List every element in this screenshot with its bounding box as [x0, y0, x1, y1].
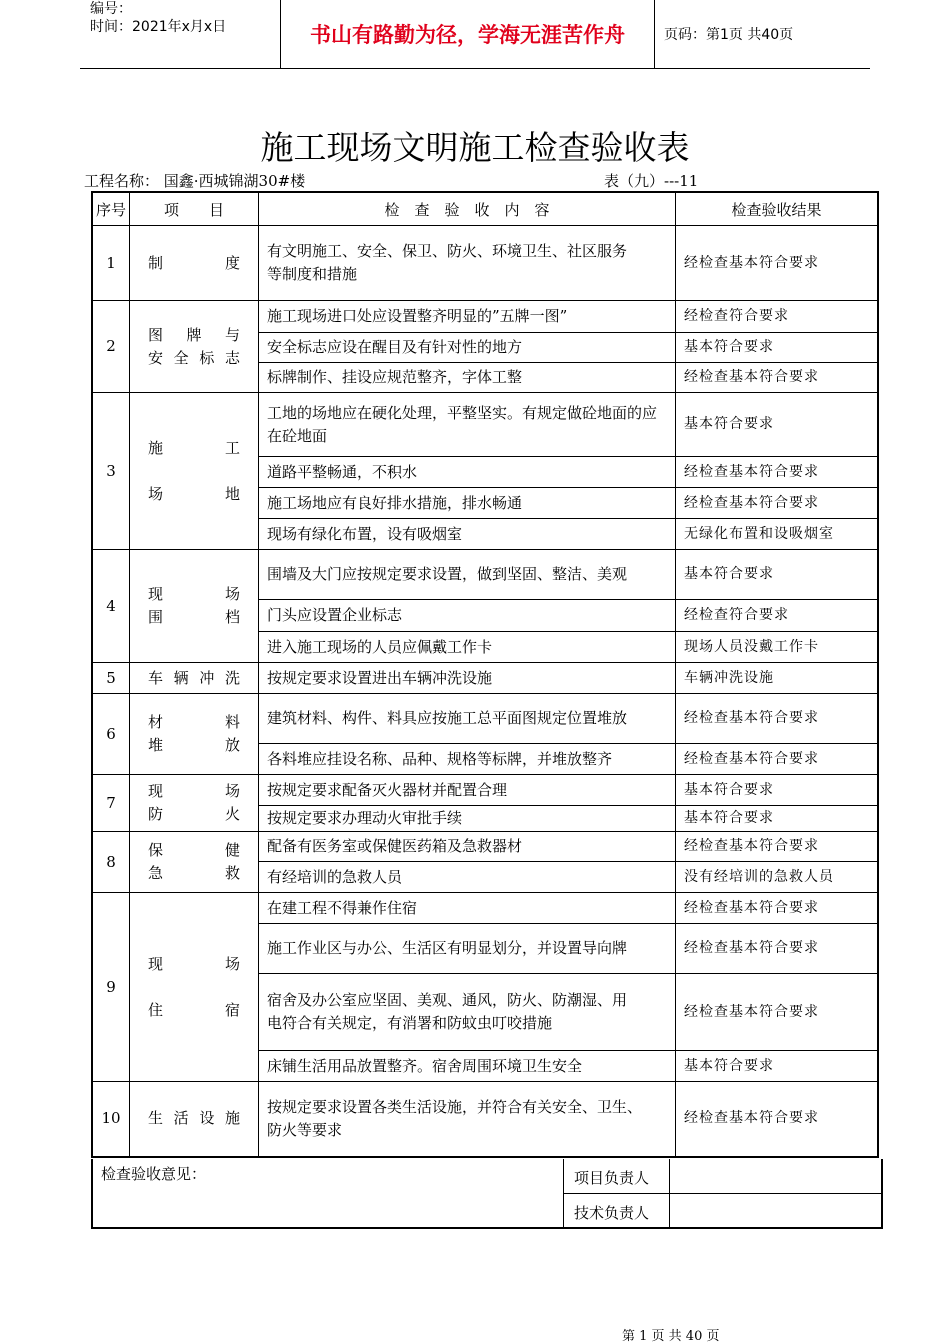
table-row: [92, 550, 878, 600]
table-header-row: [92, 192, 878, 226]
row-number: 6: [92, 694, 130, 775]
row-content: 标牌制作、挂设应规范整齐，字体工整: [259, 363, 676, 393]
row-content: 按规定要求设置进出车辆冲洗设施: [259, 663, 676, 694]
row-content: 门头应设置企业标志: [259, 600, 676, 632]
row-number: 1: [92, 226, 130, 301]
row-number: 7: [92, 775, 130, 832]
header-motto: 书山有路勤为径，学海无涯苦作舟: [281, 0, 655, 68]
row-item: 图牌与 安全标志: [130, 301, 259, 393]
row-content: 按规定要求办理动火审批手续: [259, 806, 676, 832]
row-content: 建筑材料、构件、料具应按施工总平面图规定位置堆放: [259, 694, 676, 744]
row-result: 经检查基本符合要求: [676, 226, 879, 301]
row-number: 5: [92, 663, 130, 694]
table-row: [92, 893, 878, 924]
row-number: 4: [92, 550, 130, 663]
row-item: 现场 防火: [130, 775, 259, 832]
row-content: 各料堆应挂设名称、品种、规格等标牌，并堆放整齐: [259, 744, 676, 775]
row-result: 基本符合要求: [676, 775, 879, 806]
row-result: 没有经培训的急救人员: [676, 862, 879, 893]
row-item: 车辆冲洗: [130, 663, 259, 694]
page-footer: 第 1 页 共 40 页: [622, 1329, 720, 1344]
row-content: 工地的场地应在硬化处理，平整坚实。有规定做砼地面的应在砼地面: [259, 393, 676, 457]
document-title: 施工现场文明施工检查验收表: [260, 128, 690, 167]
header-page-info: 页码：第1页 共40页: [664, 27, 794, 43]
opinion-section: [91, 1159, 883, 1229]
row-content: 按规定要求设置各类生活设施，并符合有关安全、卫生、 防火等要求: [259, 1082, 676, 1157]
project-lead-signature[interactable]: [669, 1159, 670, 1193]
opinion-label: 检查验收意见：: [101, 1165, 207, 1183]
row-item: 生活设施: [130, 1082, 259, 1157]
col-header-content: 检 查 验 收 内 容: [259, 192, 676, 226]
row-result: 经检查基本符合要求: [676, 457, 879, 488]
table-row: [92, 775, 878, 806]
row-result: 基本符合要求: [676, 806, 879, 832]
row-content: 围墙及大门应按规定要求设置，做到坚固、整洁、美观: [259, 550, 676, 600]
table-row: [92, 832, 878, 862]
row-result: 经检查符合要求: [676, 600, 879, 632]
col-header-no: 序号: [92, 192, 130, 226]
row-number: 8: [92, 832, 130, 893]
tech-lead-row: [564, 1194, 881, 1227]
row-item: 保健 急救: [130, 832, 259, 893]
row-result: 经检查基本符合要求: [676, 832, 879, 862]
row-result: 经检查基本符合要求: [676, 694, 879, 744]
row-content: 进入施工现场的人员应佩戴工作卡: [259, 632, 676, 663]
row-content: 床铺生活用品放置整齐。宿舍周围环境卫生安全: [259, 1051, 676, 1082]
header-meta: [80, 0, 281, 68]
row-number: 10: [92, 1082, 130, 1157]
row-result: 经检查基本符合要求: [676, 363, 879, 393]
row-number: 9: [92, 893, 130, 1082]
row-content: 道路平整畅通，不积水: [259, 457, 676, 488]
row-content: 施工作业区与办公、生活区有明显划分，并设置导向牌: [259, 924, 676, 974]
row-item: 施工 场地: [130, 393, 259, 550]
page-header: [80, 0, 870, 69]
project-lead-row: [564, 1159, 881, 1194]
table-code: 表（九）---11: [604, 172, 699, 190]
row-result: 经检查基本符合要求: [676, 488, 879, 519]
row-content: 有经培训的急救人员: [259, 862, 676, 893]
table-row: [92, 393, 878, 457]
tech-lead-signature[interactable]: [669, 1194, 670, 1228]
row-result: 基本符合要求: [676, 393, 879, 457]
table-row: [92, 301, 878, 333]
row-content: 有文明施工、安全、保卫、防火、环境卫生、社区服务 等制度和措施: [259, 226, 676, 301]
project-name-line: 工程名称： 国鑫·西城锦湖30#楼: [84, 172, 306, 190]
row-result: 现场人员没戴工作卡: [676, 632, 879, 663]
row-result: 经检查基本符合要求: [676, 924, 879, 974]
inspection-table: [91, 191, 879, 1158]
row-result: 经检查基本符合要求: [676, 744, 879, 775]
table-row: [92, 1082, 878, 1157]
row-result: 经检查基本符合要求: [676, 893, 879, 924]
table-row: [92, 663, 878, 694]
tech-lead-label: 技术负责人: [574, 1204, 650, 1222]
row-result: 基本符合要求: [676, 1051, 879, 1082]
row-number: 2: [92, 301, 130, 393]
row-content: 宿舍及办公室应坚固、美观、通风，防火、防潮湿、用 电符合有关规定，有消署和防蚊虫叮咬措施: [259, 974, 676, 1051]
row-item: 制度: [130, 226, 259, 301]
time-label: 时间：2021年x月x日: [90, 19, 227, 35]
project-lead-label: 项目负责人: [574, 1169, 650, 1187]
row-content: 按规定要求配备灭火器材并配置合理: [259, 775, 676, 806]
row-number: 3: [92, 393, 130, 550]
row-item: 材料 堆放: [130, 694, 259, 775]
row-result: 经检查基本符合要求: [676, 1082, 879, 1157]
row-item: 现场 围档: [130, 550, 259, 663]
row-content: 施工现场进口处应设置整齐明显的”五牌一图”: [259, 301, 676, 333]
row-content: 配备有医务室或保健医药箱及急救器材: [259, 832, 676, 862]
col-header-result: 检查验收结果: [676, 192, 879, 226]
row-content: 在建工程不得兼作住宿: [259, 893, 676, 924]
row-content: 安全标志应设在醒目及有针对性的地方: [259, 333, 676, 363]
row-result: 经检查基本符合要求: [676, 974, 879, 1051]
col-header-item: 项 目: [130, 192, 259, 226]
doc-number-label: 编号：: [90, 1, 132, 17]
row-result: 基本符合要求: [676, 333, 879, 363]
row-result: 车辆冲洗设施: [676, 663, 879, 694]
row-result: 经检查符合要求: [676, 301, 879, 333]
row-item: 现场 住宿: [130, 893, 259, 1082]
table-row: [92, 694, 878, 744]
row-content: 现场有绿化布置，设有吸烟室: [259, 519, 676, 550]
row-result: 无绿化布置和设吸烟室: [676, 519, 879, 550]
table-row: [92, 226, 878, 301]
row-result: 基本符合要求: [676, 550, 879, 600]
row-content: 施工场地应有良好排水措施，排水畅通: [259, 488, 676, 519]
